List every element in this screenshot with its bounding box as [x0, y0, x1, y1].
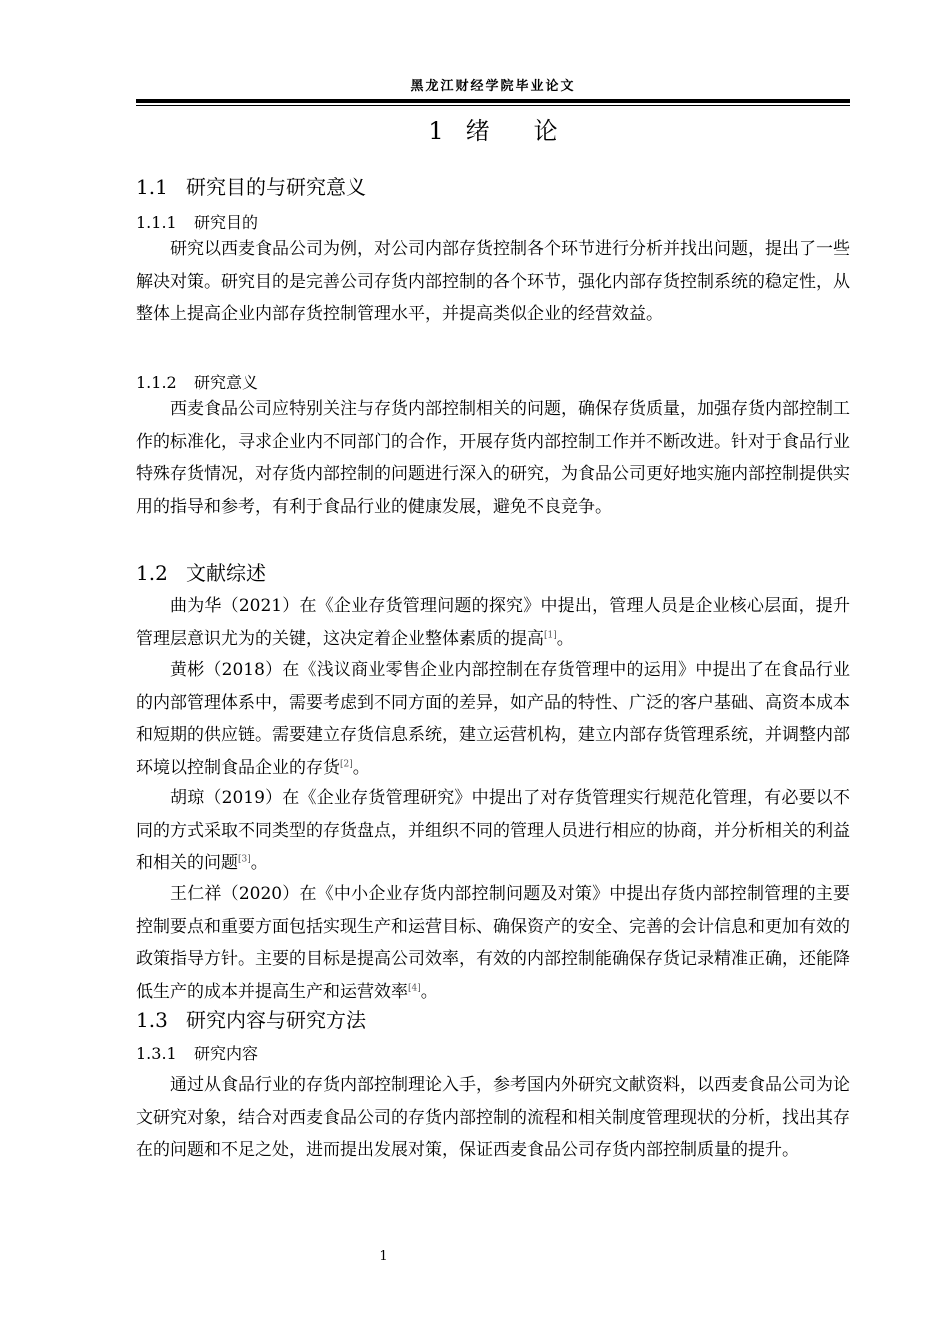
literature-text: 胡琼（2019）在《企业存货管理研究》中提出了对存货管理实行规范化管理，有必要以不同的方式采取不同类型的存货盘点，并组织不同的管理人员进行相应的协商，并分析相关的利益和相关的问题	[136, 788, 850, 874]
header-rule-thin	[136, 105, 850, 106]
subsection-title: 研究内容	[194, 1044, 259, 1063]
section-title: 研究目的与研究意义	[186, 175, 366, 199]
sentence-end: 。	[556, 628, 574, 649]
paragraph-research-purpose: 研究以西麦食品公司为例，对公司内部存货控制各个环节进行分析并找出问题，提出了一些解决对策。研究目的是完善公司存货内部控制的各个环节，强化内部存货控制系统的稳定性，从整体上提高企业内部存货控制管理水平，并提高类似企业的经营效益。	[136, 239, 850, 325]
subsection-heading-1-1-2	[136, 372, 258, 394]
citation-1: [1]	[544, 630, 557, 641]
literature-text: 黄彬（2018）在《浅议商业零售企业内部控制在存货管理中的运用》中提出了在食品行业的内部管理体系中，需要考虑到不同方面的差异，如产品的特性、广泛的客户基础、高资本成本和短期的供应链。需要建立存货信息系统，建立运营机构，建立内部存货管理系统，并调整内部环境以控制食品企业的存货	[136, 660, 850, 779]
paragraph-literature-3	[136, 782, 850, 880]
section-title: 文献综述	[186, 561, 266, 585]
section-heading-1-3	[136, 1006, 366, 1034]
paragraph-research-content: 通过从食品行业的存货内部控制理论入手，参考国内外研究文献资料，以西麦食品公司为论文研究对象，结合对西麦食品公司的存货内部控制的流程和相关制度管理现状的分析，找出其存在的问题和不足之处，进而提出发展对策，保证西麦食品公司存货内部控制质量的提升。	[136, 1075, 850, 1161]
sentence-end: 。	[250, 853, 268, 874]
chapter-title-part1: 绪	[465, 117, 490, 145]
subsection-title: 研究目的	[194, 213, 259, 232]
chapter-title	[136, 113, 850, 149]
section-heading-1-1	[136, 173, 366, 201]
running-header: 黑龙江财经学院毕业论文	[410, 79, 576, 94]
subsection-title: 研究意义	[194, 373, 259, 392]
paragraph-literature-4	[136, 878, 850, 1009]
chapter-title-part2: 论	[533, 117, 558, 145]
literature-text: 王仁祥（2020）在《中小企业存货内部控制问题及对策》中提出存货内部控制管理的主要控制要点和重要方面包括实现生产和运营目标、确保资产的安全、完善的会计信息和更加有效的政策指导方针。主要的目标是提高公司效率，有效的内部控制能确保存货记录精准正确，还能降低生产的成本并提高生产和运营效率	[136, 884, 850, 1003]
chapter-number: 1	[428, 117, 444, 145]
subsection-heading-1-3-1	[136, 1043, 258, 1065]
subsection-number: 1.1.2	[136, 373, 177, 392]
literature-text: 曲为华（2021）在《企业存货管理问题的探究》中提出，管理人员是企业核心层面，提升管理层意识尤为的关键，这决定着企业整体素质的提高	[136, 596, 850, 649]
paragraph-literature-1	[136, 590, 850, 655]
section-title: 研究内容与研究方法	[186, 1008, 366, 1032]
section-number: 1.2	[136, 561, 168, 585]
sentence-end: 。	[352, 758, 370, 779]
section-number: 1.3	[136, 1008, 168, 1032]
subsection-number: 1.1.1	[136, 213, 177, 232]
citation-2: [2]	[340, 759, 353, 770]
citation-3: [3]	[238, 854, 251, 865]
section-heading-1-2	[136, 559, 266, 587]
page-number: 1	[379, 1249, 388, 1264]
sentence-end: 。	[420, 982, 438, 1003]
citation-4: [4]	[408, 983, 421, 994]
header-rule-thick	[136, 99, 850, 103]
subsection-number: 1.3.1	[136, 1044, 177, 1063]
paragraph-literature-2	[136, 654, 850, 785]
section-number: 1.1	[136, 175, 168, 199]
paragraph-research-significance: 西麦食品公司应特别关注与存货内部控制相关的问题，确保存货质量，加强存货内部控制工作的标准化，寻求企业内不同部门的合作，开展存货内部控制工作并不断改进。针对于食品行业特殊存货情况，对存货内部控制的问题进行深入的研究，为食品公司更好地实施内部控制提供实用的指导和参考，有利于食品行业的健康发展，避免不良竞争。	[136, 399, 850, 518]
subsection-heading-1-1-1	[136, 212, 258, 234]
